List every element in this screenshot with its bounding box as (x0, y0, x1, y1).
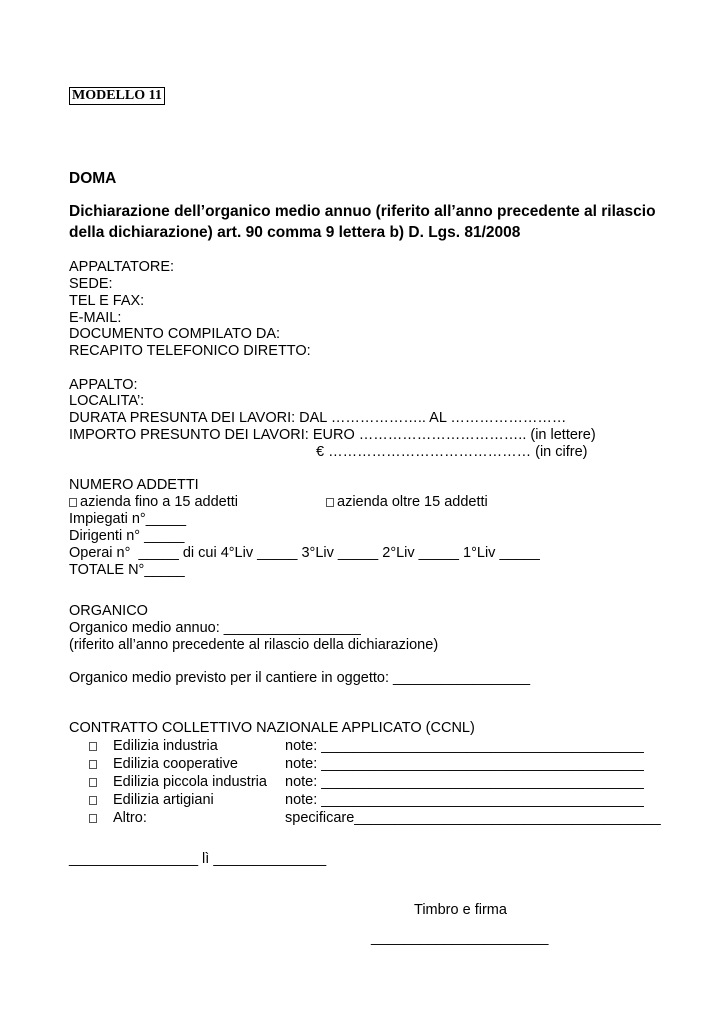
ccnl-note-field: note: ________________________________________ (285, 738, 644, 754)
option-large-label: azienda oltre 15 addetti (337, 494, 488, 510)
ccnl-note-field: note: ________________________________________ (285, 792, 644, 808)
checkbox-icon[interactable] (89, 760, 97, 769)
organico-medio-field: Organico medio annuo: _________________ (69, 620, 361, 636)
checkbox-icon[interactable] (89, 814, 97, 823)
ccnl-note-field: note: ________________________________________ (285, 774, 644, 790)
email-field: E-MAIL: (69, 310, 122, 326)
ccnl-note-field: note: ________________________________________ (285, 756, 644, 772)
signature-line: ______________________ (371, 930, 549, 946)
operai-field: Operai n° _____ di cui 4°Liv _____ 3°Liv _____ 2°Liv _____ 1°Liv _____ (69, 545, 540, 561)
importo-cifre-field: € …………………………………… (in cifre) (316, 444, 588, 460)
signature-label: Timbro e firma (414, 902, 507, 918)
impiegati-field: Impiegati n°_____ (69, 511, 187, 527)
sede-field: SEDE: (69, 276, 113, 292)
checkbox-icon[interactable] (69, 498, 77, 507)
tel-fax-field: TEL E FAX: (69, 293, 145, 309)
compilato-field: DOCUMENTO COMPILATO DA: (69, 326, 281, 342)
document-title: Dichiarazione dell’organico medio annuo (riferito all’anno precedente al rilascio della dichiarazione) art. 90 comma 9 lettera b) D. Lgs. 81/2008 (69, 203, 656, 241)
ccnl-label: Edilizia piccola industria (113, 774, 267, 790)
dirigenti-field: Dirigenti n° _____ (69, 528, 185, 544)
checkbox-icon[interactable] (89, 796, 97, 805)
ccnl-label: Edilizia industria (113, 738, 218, 754)
model-label: MODELLO 11 (69, 87, 165, 105)
option-large-company[interactable] (326, 494, 488, 511)
totale-field: TOTALE N°_____ (69, 562, 185, 578)
organico-note: (riferito all’anno precedente al rilascio della dichiarazione) (69, 637, 439, 653)
localita-field: LOCALITA’: (69, 393, 145, 409)
employees-header: NUMERO ADDETTI (69, 477, 199, 493)
ccnl-option[interactable] (89, 756, 100, 773)
organico-previsto-field: Organico medio previsto per il cantiere in oggetto: _________________ (69, 670, 531, 686)
ccnl-header: CONTRATTO COLLETTIVO NAZIONALE APPLICATO (CCNL) (69, 720, 475, 736)
checkbox-icon[interactable] (89, 742, 97, 751)
checkbox-icon[interactable] (326, 498, 334, 507)
ccnl-label: Edilizia cooperative (113, 756, 238, 772)
ccnl-specify-field: specificare______________________________________ (285, 810, 661, 826)
ccnl-option[interactable] (89, 774, 100, 791)
organico-header: ORGANICO (69, 603, 148, 619)
ccnl-option[interactable] (89, 792, 100, 809)
durata-field: DURATA PRESUNTA DEI LAVORI: DAL ……………….. AL …………………… (69, 410, 567, 426)
ccnl-option[interactable] (89, 738, 100, 755)
recapito-field: RECAPITO TELEFONICO DIRETTO: (69, 343, 311, 359)
option-small-company[interactable] (69, 494, 238, 511)
option-small-label: azienda fino a 15 addetti (80, 494, 239, 510)
place-date-field: ________________ lì ______________ (69, 851, 327, 867)
ccnl-label: Altro: (113, 810, 147, 826)
appaltatore-field: APPALTATORE: (69, 259, 175, 275)
checkbox-icon[interactable] (89, 778, 97, 787)
importo-field: IMPORTO PRESUNTO DEI LAVORI: EURO …………………………….. (in lettere) (69, 427, 596, 443)
ccnl-label: Edilizia artigiani (113, 792, 214, 808)
appalto-field: APPALTO: (69, 377, 138, 393)
ccnl-option[interactable] (89, 810, 100, 827)
heading: DOMA (69, 170, 117, 187)
